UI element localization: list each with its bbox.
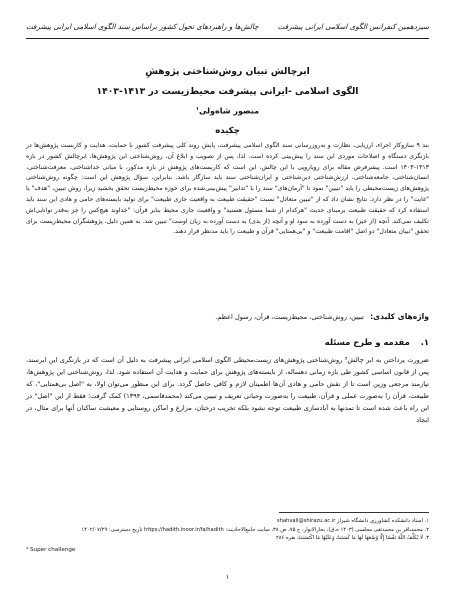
paper-title: ابرچالش تبیان روش‌شناختی پژوهشِ [145, 66, 310, 77]
footnote-2: ۲. محمدباقر بن محمدتقی مجلسی (۱۴۰۳ ه.ق)، بحارالانوار، ج ۷۵، ص ۳۸، سایت جامع‌الاحادیث: https://hadith.inoor.ir/fa/hadith تاریخ دسترسی: ۱۴۰۲/۰۷/۲۹ [81, 526, 429, 533]
footnote-3: ۳. لَا یُکَلِّفُ اللَّهُ نَفْسًا إِلَّا وُسْعَهَا لَهَا مَا کَسَبَتْ وَعَلَیْهَا مَا اکْتَسَبَتْ بقره ۲۸۶ [275, 535, 429, 542]
page-number: ۱ [225, 573, 230, 581]
section-title: مقدمه و طرح مسئله [324, 337, 410, 347]
header-conference-theme: چالش‌ها و راهبردهای تحول کشور براساس سند الگوی اسلامی ایرانی پیشرفت [26, 22, 259, 31]
section-body-text: ضرورت پرداختن به ابر چالش³ روش‌شناختی پژوهش‌های زیست‌محیطی الگوی اسلامی ایرانی پیشرفت به دلیل آن است که در بازنگری این ابرسند، پس از قانون اساسی کشور طی بازه زمانی دهساله، از بایسته‌های پژوهش برای حمایت و هدایت آن استفاده شود. لذا، روش‌شناختی این پژوهش‌ها، نیازمند مرجعی وزین است تا از نقش حامی و هادی آن‌ها اطمینان لازم و کافی حاصل گردد. برای این منظور می‌توان اولا، به "اصل بی‌همتایی"، که طبیعت، قرآن را به‌صورت عملی و قرآن، طبیعت را به‌صورت وحیانی تعریف و تبیین می‌کند (محمدقاسمی، ۱۳۹۴) کمک گرفت؛ فقط از این "اصل" در این راه باعث شده است تا تمدنها به آبادسازی طبیعت توجه نشود بلکه تخریب درختان، مزارع و اماکن روستایی و معیشت ساکنان آنها برای مثال، در ایجاد [26, 356, 429, 425]
author-name [26, 106, 429, 116]
paper-subtitle: الگوی اسلامی -ایرانی پیشرفت محیط‌زیست در ۱۴۱۳-۱۴۰۳ [96, 86, 359, 97]
footnotes [26, 517, 429, 554]
header-conference: سیزدهمین کنفرانس الگوی اسلامی ایرانی پیشرفت [277, 22, 429, 31]
footnote-1: ۱. استاد دانشکده کشاورزی دانشگاه شیراز shahvali@shirazu.ac.ir [276, 518, 429, 524]
author-footnote-mark: ۱ [195, 106, 199, 112]
footnote-divider [279, 512, 429, 513]
abstract-text: بند ۹ سازوکار اجراء، ارزیابی، نظارت و به‌روزرسانی سند الگوی اسلامی پیشرفت، پایش روند کلی پیشرفت کشور با حمایت، هدایت و کاربست پژوهش‌ها در بازنگری دستگاه و اصلاحات موردی این سند را پیش‌بینی کرده است. لذا، پس از تصویب و ابلاغ آن، روش‌شناختی این پژوهش‌ها، ابرچالش کشور در بازه ۱۴۱۳-۱۴۰۳ است. پیشرفرض مقاله برای رویارویی با این چالش، این است که کاربست‌های پژوهش در بازه مذکور، با مبانی خداشناختی، معرفت‌شناختی، انسان‌شناختی، جامعه‌شناختی، ارزش‌شناختی دین‌شناختی و ایران‌شناختی سند باید سازگار باشد. بنابراین، سؤال پژوهش این است: چگونه روش‌شناختی پژوهش‌های زیست‌محیطی را باید "تبیین" نمود تا "آرمان‌های" سند را با "تدابیر" پیش‌بینی‌شده برای حوزه محیط‌زیست تحقق بخشید زیرا، روش تبیین، "هدف" یا "غایت" را در نظر دارد. نتایج نشان داد که از "تبیین متعادل" نسبت "حقیقت طبیعت به واقعیت جاری طبیعت" برای تولید بایسته‌های حامی و هادی این سند باید استفاده کرد که حقیقت طبیعت برمبنای حدیث "هرکدام از شما مسئول هستید" و واقعیت جاری محیط بنابر قرآن: "خداوند هیچ‌کس را جز به‌قدر توانایی‌اش تکلیف نمی‌کند. آنچه (از خیر) به دست آورده به سود او و آنچه (از بدی) به دست آورده به زیان اوست" تبیین شد. به همین دلیل، پژوهشگران محیط‌زیست برای تحقق "تبیان متعادل" دو اصل "اقامت طبیعت" و "بی‌همتایی" قرآن و طبیعت را باید مدنظر قرار دهند. [26, 142, 429, 236]
keywords [26, 312, 429, 321]
abstract-heading: چکیده [215, 126, 240, 136]
header-divider [26, 38, 429, 39]
keywords-label: واژه‌های کلیدی: [370, 312, 429, 321]
section-heading [26, 337, 429, 347]
footnote-4: ⁴ Super challenge [26, 546, 76, 553]
section-number: ۱. [420, 337, 429, 347]
keywords-list: تبیین، روش‌شناختی، محیط‌زیست، قرآن، رسول اعظم. [215, 313, 364, 321]
running-header [26, 22, 429, 36]
author-label: منصور شاه‌ولی [198, 106, 260, 116]
